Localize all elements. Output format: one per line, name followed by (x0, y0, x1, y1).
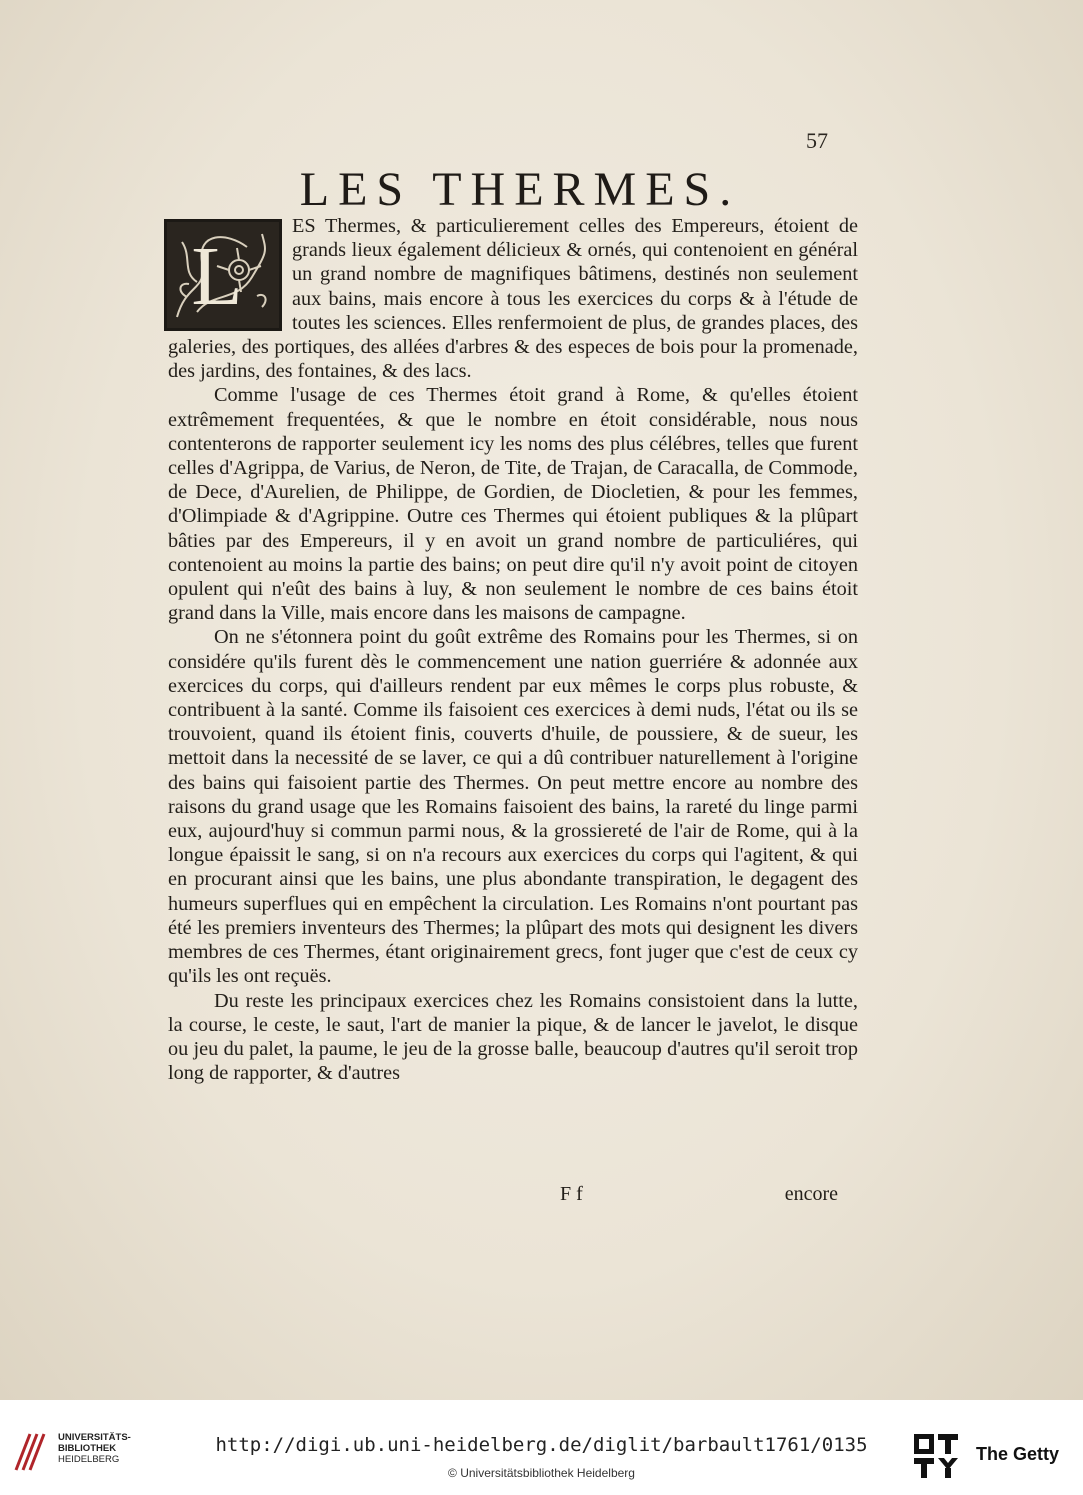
university-name: UNIVERSITÄTS- BIBLIOTHEK HEIDELBERG (58, 1432, 131, 1465)
viewer-footer (0, 1400, 1083, 1495)
getty-logo-icon[interactable] (912, 1432, 960, 1480)
signature-mark: F f (560, 1183, 583, 1205)
page-title: LES THERMES. (299, 163, 741, 216)
drop-cap-letter: L (191, 230, 243, 323)
permalink-url[interactable]: http://digi.ub.uni-heidelberg.de/diglit/barbault1761/0135 (215, 1434, 868, 1456)
page-number: 57 (806, 128, 828, 153)
paragraph-2: Comme l'usage de ces Thermes étoit grand à Rome, & qu'elles étoient extrêmement frequentées, & que le nombre en étoit considérable, nous nous contenterons de rapporter seulement icy les noms des plus célébres, telles que furent celles d'Agrippa, de Varius, de Neron, de Tite, de Trajan, de Caracalla, de Commode, de Dece, d'Aurelien, de Philippe, de Gordien, de Diocletien, & pour les femmes, d'Olimpiade & d'Agrippine. Outre ces Thermes qui étoient publiques & la plûpart bâties par des Empereurs, il y en avoit un grand nombre de particuliéres, qui contenoient au moins la partie des bains; on peut dire qu'il n'y avoit point de citoyen opulent qui n'eût des bains à luy, & non seulement le nombre de ces bains étoit grand dans la Ville, mais encore dans les maisons de campagne. (168, 384, 858, 625)
body-text (168, 214, 858, 1085)
copyright-notice: © Universitätsbibliothek Heidelberg (448, 1466, 635, 1480)
floral-ornament-icon (167, 222, 279, 328)
paragraph-4: Du reste les principaux exercices chez les Romains consistoient dans la lutte, la course, le ceste, le saut, l'art de manier la pique, & de lancer le javelot, le disque ou jeu du palet, la paume, le jeu de la grosse balle, beaucoup d'autres qu'il seroit trop long de rapporter, & d'autres (168, 989, 858, 1085)
catchword-line (168, 1183, 858, 1213)
paragraph-1: ES Thermes, & particulierement celles des Empereurs, étoient de grands lieux également délicieux & ornés, qui contenoient en général un grand nombre de magnifiques bâtimens, destinés non seulement aux bains, mais encore à tous les exercices du corps & à l'étude de toutes les sciences. Elles renfermoient de plus, de grandes places, des galeries, des portiques, des allées d'arbres & des especes de bois pour la promenade, des jardins, des fontaines, & des lacs. (168, 215, 858, 383)
partner-name: The Getty (976, 1444, 1060, 1464)
ornamental-drop-cap (164, 219, 282, 331)
paragraph-3: On ne s'étonnera point du goût extrême des Romains pour les Thermes, si on considére qu'ils furent dès le commencement une nation guerriére & adonnée aux exercices du corps, qui d'ailleurs rendent par eux mêmes le corps plus robuste, & contribuent à la santé. Comme ils faisoient ces exercices à demi nuds, l'état ou ils se trouvoient, quand ils étoient finis, couverts d'huile, de poussiere, & de sueur, les mettoit dans la necessité de se laver, ce qui a dû contribuer naturellement à l'origine des bains qui faisoient partie des Thermes. On peut mettre encore au nombre des raisons du grand usage que les Romains faisoient des bains, la rareté du linge parmi eux, aujourd'huy si commun parmi nous, & la grossiereté de l'air de Rome, qui à la longue épaissit le sang, si on n'a recours aux exercices du corps qui l'agitent, & qui en procurant ainsi que les bains, une plus abondante transpiration, le degagent des humeurs superflues qui en empêchent la circulation. Les Romains n'ont pourtant pas été les premiers inventeurs des Thermes; la plûpart des mots qui designent les divers membres de ces Thermes, étant originairement grecs, font juger que c'est de ceux cy qu'ils les ont reçuës. (168, 626, 858, 988)
catchword: encore (784, 1183, 838, 1205)
